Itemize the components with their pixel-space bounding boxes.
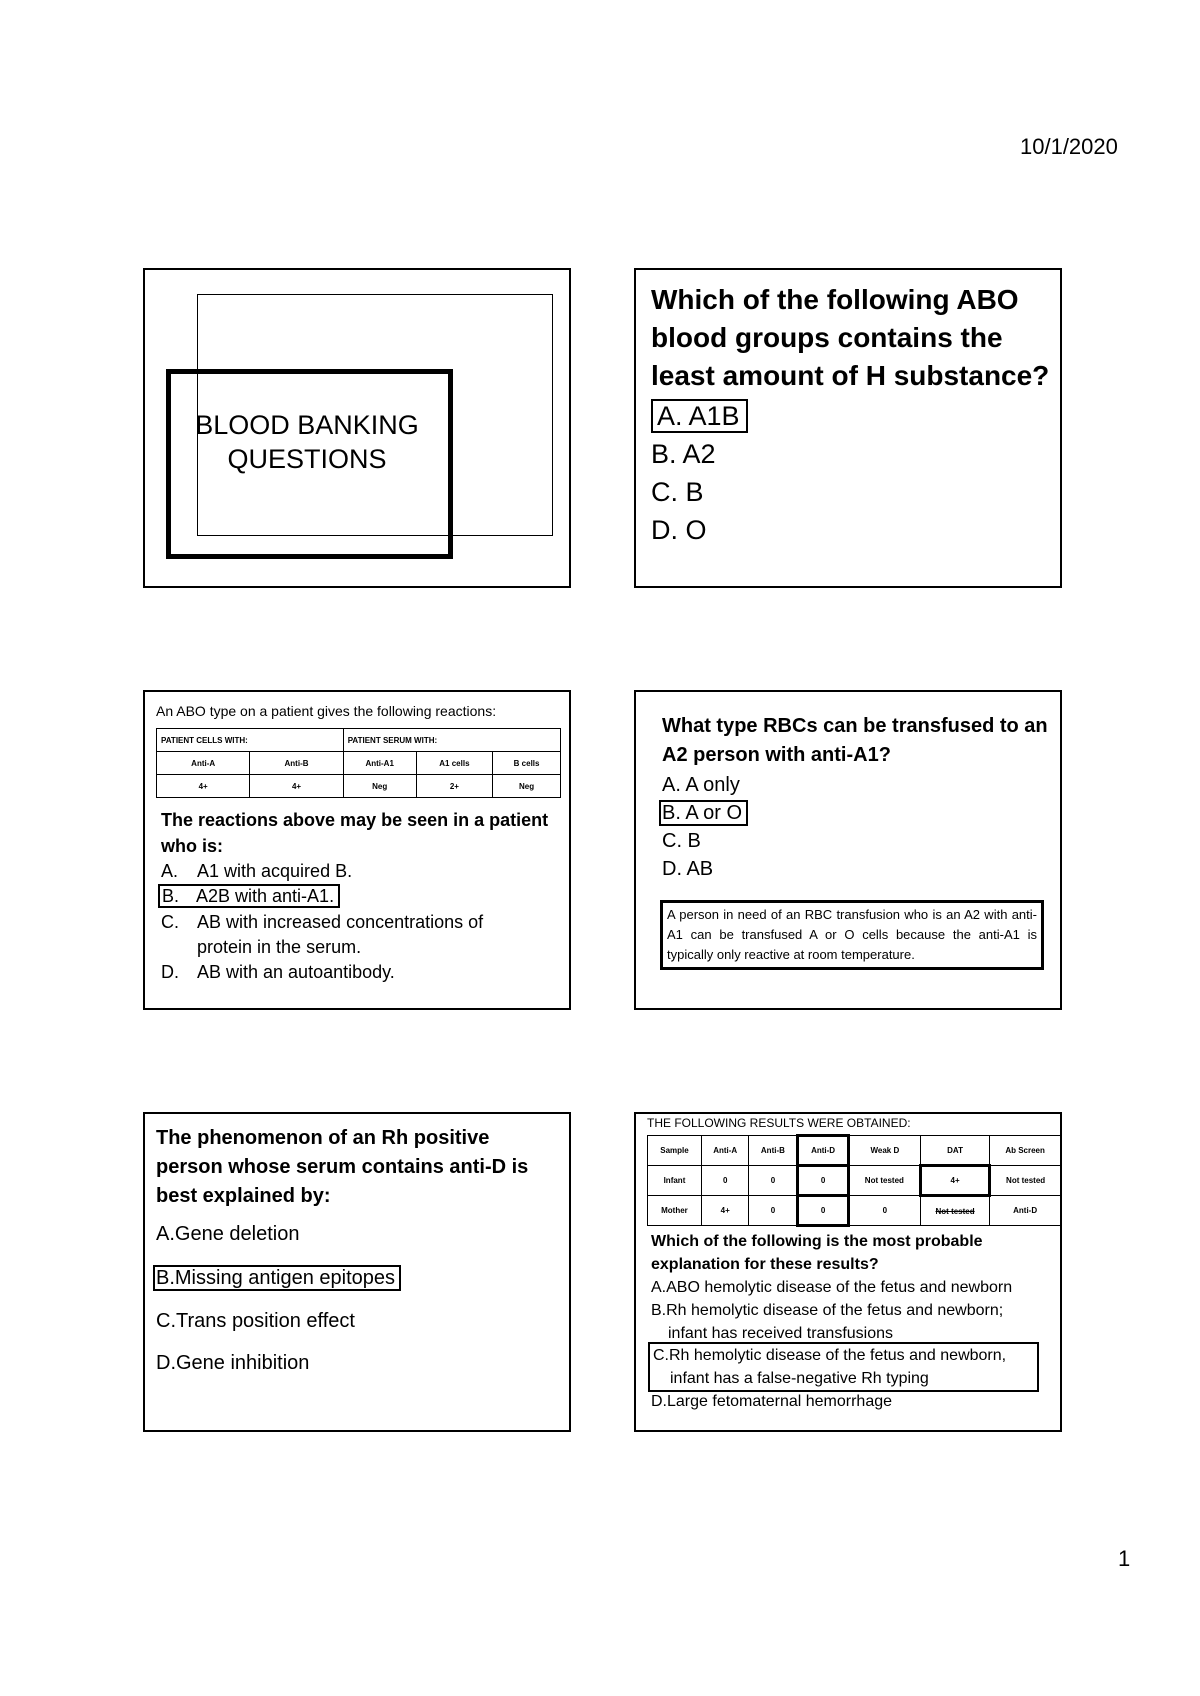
table-cell: Neg (343, 775, 416, 798)
table-cell: 0 (848, 1196, 920, 1226)
answer-option-correct: B. A2B with anti-A1. (158, 884, 340, 908)
table-cell: Not tested (990, 1166, 1061, 1196)
question-text: Which of the following ABO blood groups contains the least amount of H substance? (651, 284, 1050, 391)
answer-option: D. AB (662, 858, 714, 880)
table-header-cell: DAT (920, 1136, 989, 1166)
reactions-table (156, 728, 561, 798)
question-text: The reactions above may be seen in a patient who is: (161, 810, 549, 856)
slide-question-rh-anti-d (143, 1112, 571, 1432)
slide-question-abo-reactions (143, 690, 571, 1010)
answer-option: A. A1 with acquired B. (161, 861, 353, 881)
table-header-cell: Anti-B (749, 1136, 798, 1166)
answer-option: A.Gene deletion (156, 1223, 300, 1245)
table-header-cell: A1 cells (416, 752, 492, 775)
table-cell: Mother (648, 1196, 702, 1226)
answer-option: D. AB with an autoantibody. (161, 962, 395, 982)
table-cell: 4+ (701, 1196, 749, 1226)
table-header-cell: Ab Screen (990, 1136, 1061, 1166)
answer-option-correct: B. A or O (659, 800, 748, 826)
table-cell: 2+ (416, 775, 492, 798)
slide-question-hdfn (634, 1112, 1062, 1432)
answer-option: C. AB with increased concentrations of protein in the serum. (161, 912, 484, 957)
answer-option-correct: C.Rh hemolytic disease of the fetus and newborn, infant has a false-negative Rh typing (648, 1342, 1039, 1392)
answer-option: D. O (651, 515, 707, 545)
table-group-header: PATIENT CELLS WITH: (157, 729, 344, 752)
table-header-cell: Weak D (848, 1136, 920, 1166)
table-cell: 0 (749, 1196, 798, 1226)
table-cell: 4+ (157, 775, 250, 798)
table-group-header: PATIENT SERUM WITH: (343, 729, 560, 752)
title-line-1: BLOOD BANKING (195, 410, 419, 440)
answer-option: D.Large fetomaternal hemorrhage (651, 1393, 893, 1410)
question-text: What type RBCs can be transfused to an A2 person with anti-A1? (662, 715, 1048, 766)
slide-title-text (192, 408, 422, 476)
answer-option-correct: B.Missing antigen epitopes (153, 1265, 401, 1291)
page-date: 10/1/2020 (1020, 134, 1118, 159)
table-cell: Infant (648, 1166, 702, 1196)
table-header-cell: Anti-D (798, 1136, 848, 1166)
slide-question-a2-transfusion (634, 690, 1062, 1010)
answer-option: D.Gene inhibition (156, 1352, 310, 1374)
table-cell: 0 (701, 1166, 749, 1196)
table-header-cell: Sample (648, 1136, 702, 1166)
answer-option: C. B (651, 477, 704, 507)
table-header-cell: Anti-A (701, 1136, 749, 1166)
table-header-cell: Anti-B (250, 752, 343, 775)
answer-option: C.Trans position effect (156, 1310, 355, 1332)
table-cell: Not tested (848, 1166, 920, 1196)
answer-option: C. B (662, 830, 701, 852)
table-header-cell: Anti-A (157, 752, 250, 775)
table-header-cell: B cells (493, 752, 561, 775)
table-header-cell: Anti-A1 (343, 752, 416, 775)
intro-text: THE FOLLOWING RESULTS WERE OBTAINED: (647, 1116, 911, 1130)
table-cell: 0 (749, 1166, 798, 1196)
table-cell-highlighted: 4+ (920, 1166, 989, 1196)
table-cell: Not tested (920, 1196, 989, 1226)
explanation-box: A person in need of an RBC transfusion who is an A2 with anti-A1 can be transfused A or O cells because the anti-A1 is typically only reactive at room temperature. (660, 900, 1044, 970)
title-line-2: QUESTIONS (227, 444, 387, 474)
table-cell: Anti-D (990, 1196, 1061, 1226)
results-table (647, 1134, 1061, 1227)
answer-option: B. A2 (651, 439, 716, 469)
answer-option: B.Rh hemolytic disease of the fetus and newborn; infant has received transfusions (651, 1302, 1004, 1342)
table-cell: Neg (493, 775, 561, 798)
intro-text: An ABO type on a patient gives the following reactions: (156, 703, 497, 719)
slide-title (143, 268, 571, 588)
answer-option: A.ABO hemolytic disease of the fetus and newborn (651, 1279, 1013, 1296)
answer-option-correct: A. A1B (651, 399, 748, 433)
answer-option: A. A only (662, 774, 740, 796)
question-text: The phenomenon of an Rh positive person whose serum contains anti-D is best explained by: (156, 1127, 529, 1207)
page-number: 1 (1118, 1546, 1131, 1571)
slide-question-h-substance (634, 268, 1062, 588)
table-cell-highlighted: 0 (798, 1166, 848, 1196)
table-cell-highlighted: 0 (798, 1196, 848, 1226)
question-text: Which of the following is the most probable explanation for these results? (651, 1233, 983, 1273)
table-cell: 4+ (250, 775, 343, 798)
